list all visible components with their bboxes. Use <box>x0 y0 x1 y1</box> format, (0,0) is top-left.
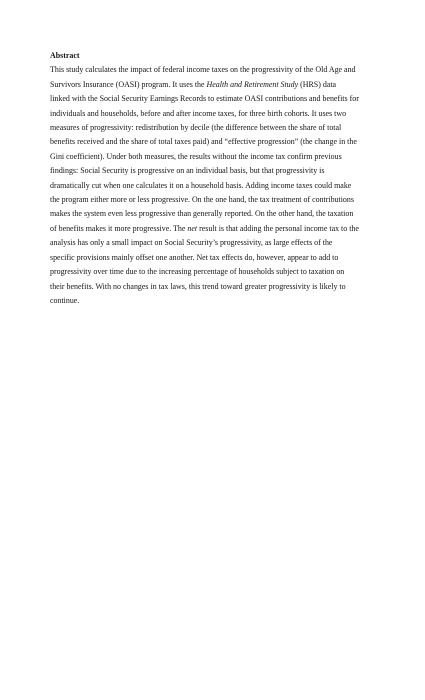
abstract-line: individuals and households, before and after income taxes, for three birth cohorts. It uses two <box>50 108 347 118</box>
abstract-line: Survivors Insurance (OASI) program. It uses the Health and Retirement Study (HRS) data <box>50 79 337 89</box>
abstract-line: findings: Social Security is progressive on an individual basis, but that progressivity is <box>50 166 325 176</box>
abstract-line: progressivity over time due to the increasing percentage of households subject to taxation on <box>50 267 345 277</box>
abstract-section <box>50 49 388 308</box>
abstract-heading: Abstract <box>50 51 80 60</box>
abstract-line: of benefits makes it more progressive. The net result is that adding the personal income tax to the <box>50 223 359 233</box>
net-italic: net <box>187 223 198 233</box>
abstract-line: their benefits. With no changes in tax laws, this trend toward greater progressivity is likely to <box>50 281 346 291</box>
abstract-line: linked with the Social Security Earnings Records to estimate OASI contributions and benefits for <box>50 94 359 104</box>
abstract-line: continue. <box>50 295 80 305</box>
abstract-line: benefits received and the share of total taxes paid) and “effective progression” (the change in the <box>50 137 357 147</box>
abstract-line: Gini coefficient). Under both measures, the results without the income tax confirm previous <box>50 151 342 161</box>
abstract-line: specific provisions mainly offset one another. Net tax effects do, however, appear to add to <box>50 252 339 262</box>
abstract-line: measures of progressivity: redistribution by decile (the difference between the share of total <box>50 123 342 133</box>
abstract-line: makes the system even less progressive than generally reported. On the other hand, the taxation <box>50 209 354 219</box>
abstract-line: analysis has only a small impact on Social Security’s progressivity, as large effects of the <box>50 238 333 248</box>
abstract-line: dramatically cut when one calculates it on a household basis. Adding income taxes could make <box>50 180 352 190</box>
study-title-italic: Health and Retirement Study <box>206 79 299 89</box>
abstract-line: This study calculates the impact of federal income taxes on the progressivity of the Old Age and <box>50 65 356 75</box>
abstract-line: the program either more or less progressive. On the one hand, the tax treatment of contributions <box>50 195 354 205</box>
